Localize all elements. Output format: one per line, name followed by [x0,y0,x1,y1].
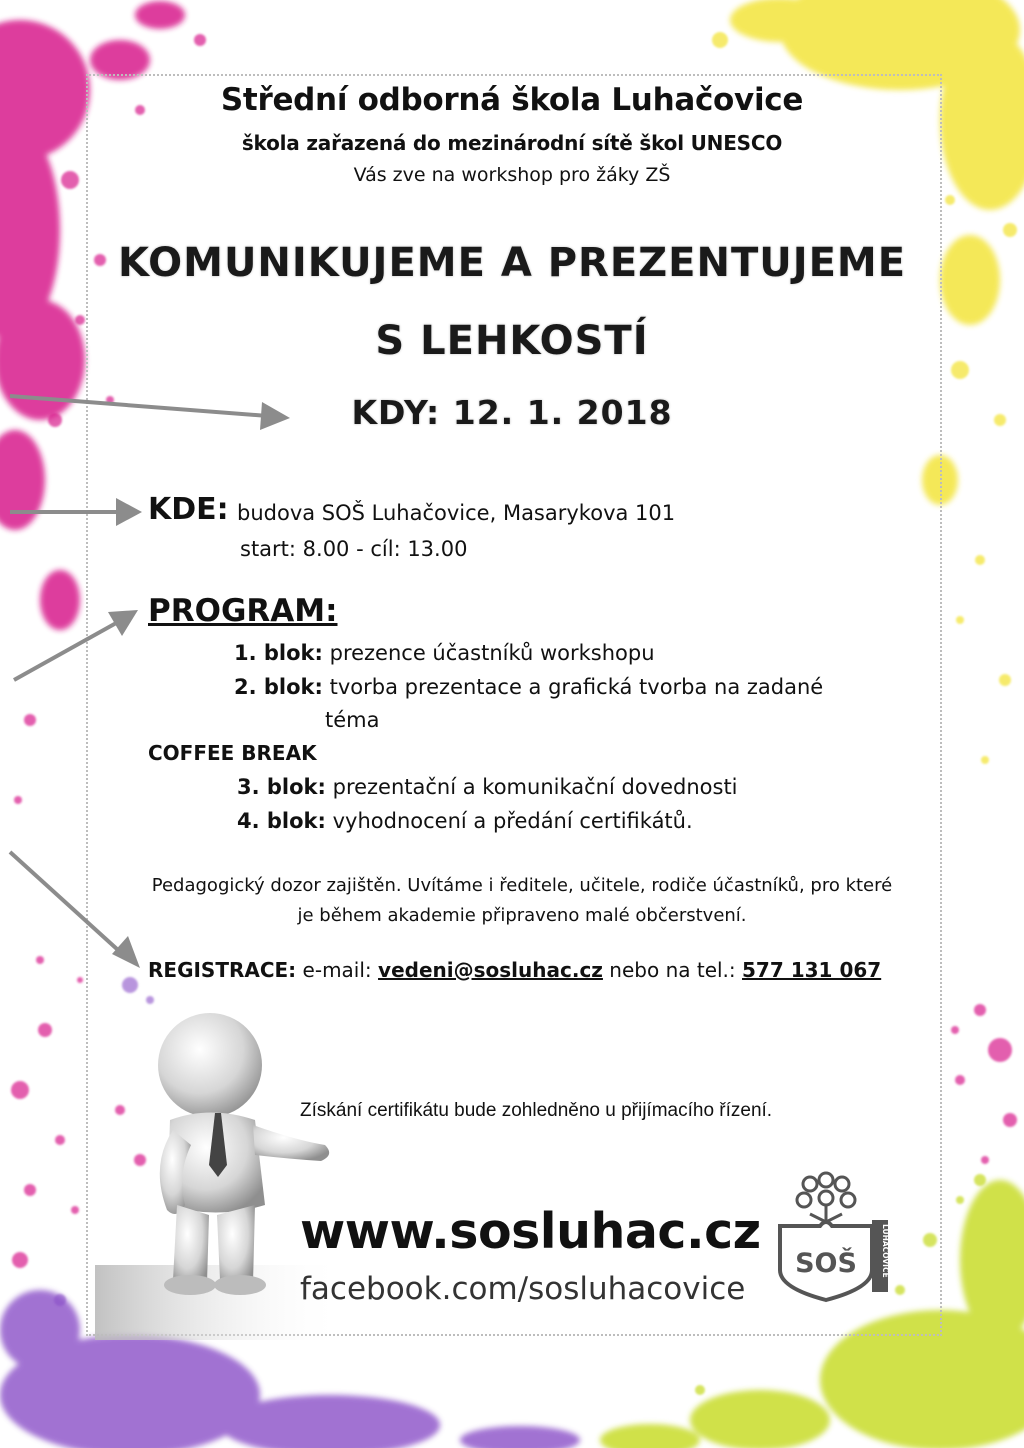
facebook-link[interactable]: facebook.com/sosluhacovice [300,1271,746,1307]
certificate-note: Získání certifikátu bude zohledněno u přijímacího řízení. [300,1100,773,1121]
website-link[interactable]: www.sosluhac.cz [300,1203,761,1260]
supervision-note: Pedagogický dozor zajištěn. Uvítáme i ředitele, učitele, rodiče účastníků, pro které je během akademie připraveno malé občerstvení. [151,875,893,926]
registration-label: REGISTRACE: [148,958,297,982]
block-text: vyhodnocení a předání certifikátů. [332,809,693,833]
phone-number[interactable]: 577 131 067 [742,958,882,982]
headline-line-2: S LEHKOSTÍ [375,318,649,364]
school-name: Střední odborná škola Luhačovice [220,82,804,118]
registration-line [148,958,881,982]
where-label: KDE: [148,492,229,527]
program-block-3 [237,775,738,799]
coffee-break: COFFEE BREAK [148,741,317,765]
block-label: 3. blok: [237,775,326,799]
invite-line: Vás zve na workshop pro žáky ZŠ [353,164,671,186]
school-logo [774,1170,894,1305]
block-label: 2. blok: [234,675,323,699]
program-title: PROGRAM: [148,593,338,629]
block-label: 4. blok: [237,809,326,833]
email-link[interactable]: vedeni@sosluhac.cz [378,958,603,982]
where-time: start: 8.00 - cíl: 13.00 [240,537,468,561]
program-block-2 [234,675,823,699]
phone-prefix: nebo na tel.: [609,958,736,982]
block-text: tvorba prezentace a grafická tvorba na zadané [329,675,824,699]
program-block-1 [234,641,655,665]
logo-abbr: SOŠ [795,1248,857,1279]
logo-side-text: LUHAČOVICE [881,1224,890,1278]
block-text: prezentační a komunikační dovednosti [332,775,738,799]
program-block-4 [237,809,693,833]
headline-line-1: KOMUNIKUJEME A PREZENTUJEME [117,240,907,286]
event-date: KDY: 12. 1. 2018 [351,393,673,432]
where-place: budova SOŠ Luhačovice, Masarykova 101 [237,501,676,525]
program-block-2-continued: téma [325,708,380,732]
block-text: prezence účastníků workshopu [329,641,655,665]
email-prefix: e-mail: [302,958,372,982]
unesco-line: škola zařazená do mezinárodní sítě škol UNESCO [241,131,783,155]
block-label: 1. blok: [234,641,323,665]
